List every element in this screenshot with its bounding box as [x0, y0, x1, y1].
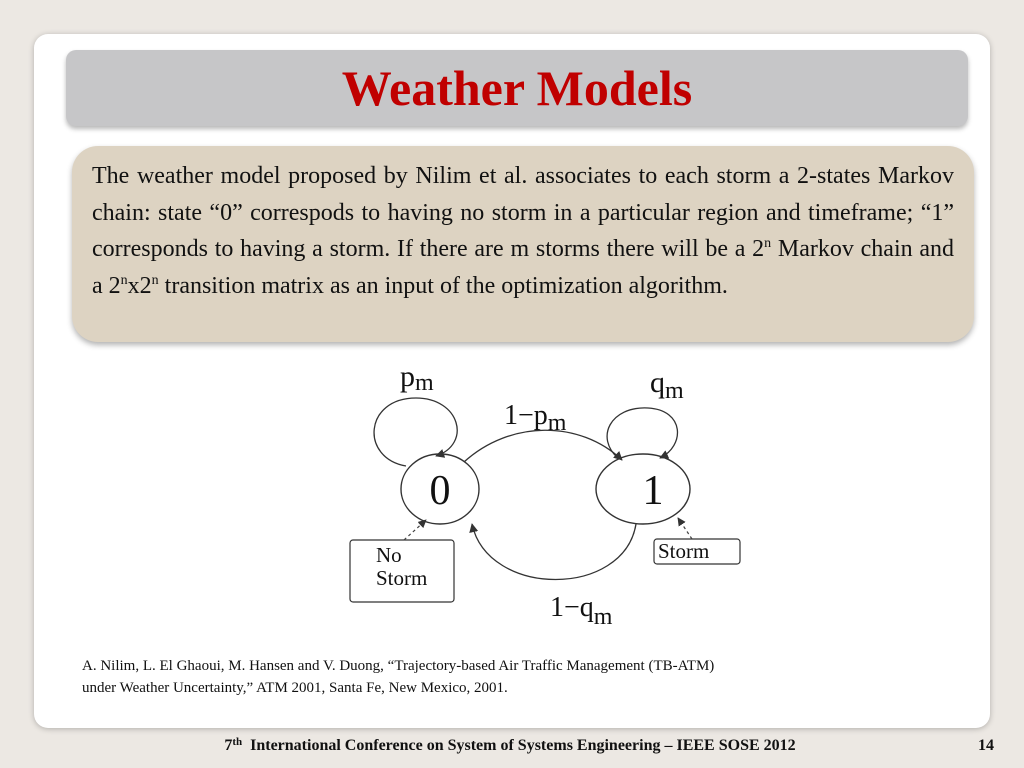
title-bar [66, 50, 968, 126]
transition-1-to-0-arrow [472, 524, 636, 580]
transition-1-to-0-subscript: m [593, 604, 613, 630]
superscript-n-1: n [764, 236, 772, 251]
self-loop-1-subscript: m [665, 378, 684, 404]
self-loop-1-prob-label [650, 366, 684, 404]
transition-0-to-1-arrow [464, 430, 622, 462]
self-loop-1-symbol: q [650, 366, 665, 399]
footer [0, 737, 1024, 761]
footer-ordinal: 7 [224, 737, 233, 754]
body-text-part-4: transition matrix as an input of the optimization algorithm. [158, 272, 728, 299]
state-1-label: 1 [642, 468, 664, 514]
self-loop-0-subscript: m [415, 370, 434, 396]
footer-conference-name: International Conference on System of Systems Engineering – IEEE SOSE 2012 [242, 737, 796, 754]
storm-label: Storm [658, 539, 710, 563]
superscript-n-2: n [120, 272, 128, 288]
body-text-part-3: x2 [127, 272, 152, 299]
no-storm-dashed-arrow [404, 520, 426, 540]
body-paragraph [92, 158, 954, 304]
storm-dashed-arrow [678, 518, 692, 539]
footer-ordinal-suffix: th [232, 736, 243, 748]
transition-0-to-1-label [504, 400, 567, 436]
transition-1-to-0-label [550, 592, 613, 630]
self-loop-0-symbol: p [400, 360, 415, 393]
self-loop-1-arrow [607, 408, 677, 458]
body-text-part-2: Markov chain and a 2 [92, 236, 955, 299]
body-text-part-1: The weather model proposed by Nilim et al. associates to each storm a 2-states Markov chain: state “0” correspods to having no storm in a particular region and timeframe; “1” corresponds to having a storm. If there are m storms there will be a 2 [92, 163, 954, 262]
citation-line-2: under Weather Uncertainty,” ATM 2001, Santa Fe, New Mexico, 2001. [82, 680, 508, 696]
footer-conference-text [120, 737, 900, 755]
page-number: 14 [978, 737, 994, 754]
state-0-label: 0 [429, 468, 451, 514]
transition-0-to-1-symbol: 1−p [504, 400, 548, 431]
slide-title: Weather Models [341, 60, 693, 116]
no-storm-label-line-2: Storm [376, 566, 428, 590]
citation [82, 655, 952, 699]
superscript-n-3: n [151, 272, 159, 288]
transition-1-to-0-symbol: 1−q [550, 592, 594, 623]
no-storm-label-line-1: No [376, 543, 402, 567]
citation-line-1: A. Nilim, L. El Ghaoui, M. Hansen and V. Duong, “Trajectory-based Air Traffic Management (TB-ATM) [82, 658, 715, 674]
body-text-box [72, 146, 974, 342]
self-loop-0-prob-label [400, 360, 434, 396]
markov-chain-diagram [340, 358, 770, 640]
transition-0-to-1-subscript: m [547, 410, 567, 436]
